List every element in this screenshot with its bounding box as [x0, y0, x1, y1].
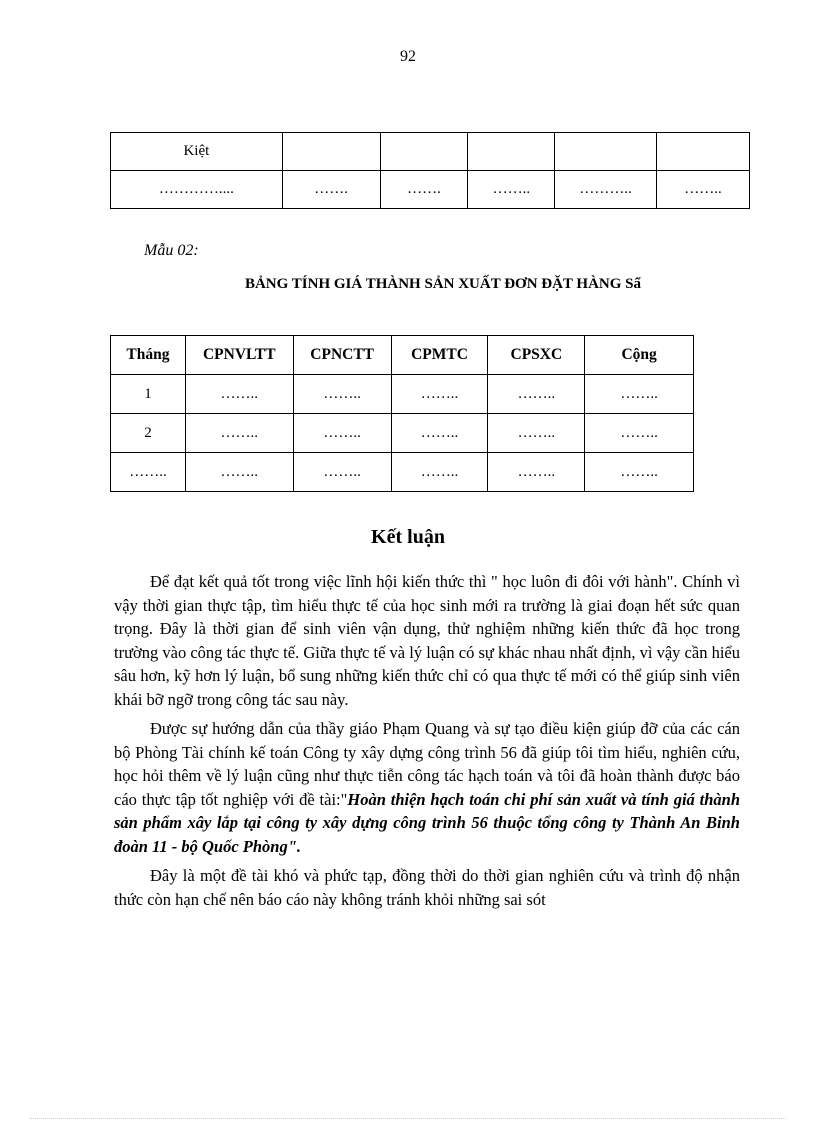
table-cell: ……..: [657, 171, 750, 209]
table-cell: ……..: [293, 375, 391, 414]
thesis-title: Hoàn thiện hạch toán chi phí sản xuất và tính giá thành sản phẩm xây lắp tại công ty xây dựng công trình 56 thuộc tổng công ty Thành An Binh đoàn 11 - bộ Quốc Phòng".: [114, 789, 740, 856]
table-row: [111, 171, 750, 209]
table-cell: [282, 133, 380, 171]
table-cell: Kiệt: [111, 133, 283, 171]
form-label: Mẫu 02:: [144, 242, 199, 259]
paragraph: [114, 717, 740, 858]
table-cell: ……..: [585, 375, 694, 414]
table-cell: ……..: [293, 414, 391, 453]
paragraph: Đây là một đề tài khó và phức tạp, đồng thời do thời gian nghiên cứu và trình độ nhận thức còn hạn chế nên báo cáo này không tránh khỏi những sai sót: [114, 866, 740, 909]
column-header: Cộng: [585, 336, 694, 375]
table-cell: 1: [111, 375, 186, 414]
table-cell: ……..: [185, 453, 293, 492]
table-row: [111, 414, 694, 453]
table-cell: ……..: [185, 414, 293, 453]
cost-table: [110, 335, 694, 492]
table-cell: ………..: [555, 171, 657, 209]
table-cell: [380, 133, 468, 171]
table-cell: [555, 133, 657, 171]
top-table: [110, 132, 750, 209]
footer-divider: [30, 1118, 786, 1119]
table-cell: ……..: [488, 453, 585, 492]
table-cell: [468, 133, 555, 171]
table-row: [111, 375, 694, 414]
column-header: CPNCTT: [293, 336, 391, 375]
table-cell: ……..: [391, 414, 488, 453]
column-header: CPNVLTT: [185, 336, 293, 375]
column-header: CPSXC: [488, 336, 585, 375]
table-row: [111, 133, 750, 171]
paragraph-text: Được sự hướng dẫn của thầy giáo Phạm Quang và sự tạo điều kiện giúp đỡ của các cán bộ Phòng Tài chính kế toán Công ty xây dựng công trình 56 đã giúp tôi tìm hiểu, nghiên cứu, học hỏi thêm về lý luận cũng như thực tiễn công tác hạch toán và tôi đã hoàn thành được báo cáo thực tập tốt nghiệp với đề tài:": [114, 719, 740, 809]
column-header: Tháng: [111, 336, 186, 375]
table-cell: ……..: [585, 453, 694, 492]
table-cell: ……..: [391, 453, 488, 492]
table-cell: ……..: [293, 453, 391, 492]
table-header-row: [111, 336, 694, 375]
body-text: [114, 570, 740, 917]
table-cell: 2: [111, 414, 186, 453]
table-cell: ……..: [111, 453, 186, 492]
table-cell: ……..: [185, 375, 293, 414]
column-header: CPMTC: [391, 336, 488, 375]
table-cell: ……..: [468, 171, 555, 209]
table-cell: ……..: [488, 414, 585, 453]
page-number: 92: [400, 48, 416, 65]
table-cell: ……..: [488, 375, 585, 414]
table-cell: …….: [380, 171, 468, 209]
table-cell: …………....: [111, 171, 283, 209]
table-cell: ……..: [391, 375, 488, 414]
table-cell: …….: [282, 171, 380, 209]
table-cell: [657, 133, 750, 171]
table-row: [111, 453, 694, 492]
table-title: BẢNG TÍNH GIÁ THÀNH SẢN XUẤT ĐƠN ĐẶT HÀNG Sẩ: [244, 276, 642, 292]
section-heading: Kết luận: [371, 526, 445, 548]
table-cell: ……..: [585, 414, 694, 453]
paragraph: Để đạt kết quả tốt trong việc lĩnh hội kiến thức thì " học luôn đi đôi với hành". Chính vì vậy thời gian thực tập, tìm hiểu thực tế của học sinh mới ra trường là giai đoạn hết sức quan trọng. Đây là thời gian để sinh viên vận dụng, thử nghiệm những kiến thức đã học trong trường vào công tác thực tế. Giữa thực tế và lý luận có sự khác nhau nhất định, vì vậy cần hiểu sâu hơn, kỹ hơn lý luận, bổ sung những kiến thức chỉ có qua thực tế mới có thể giúp sinh viên khái bỡ ngỡ trong công tác sau này.: [114, 572, 740, 709]
